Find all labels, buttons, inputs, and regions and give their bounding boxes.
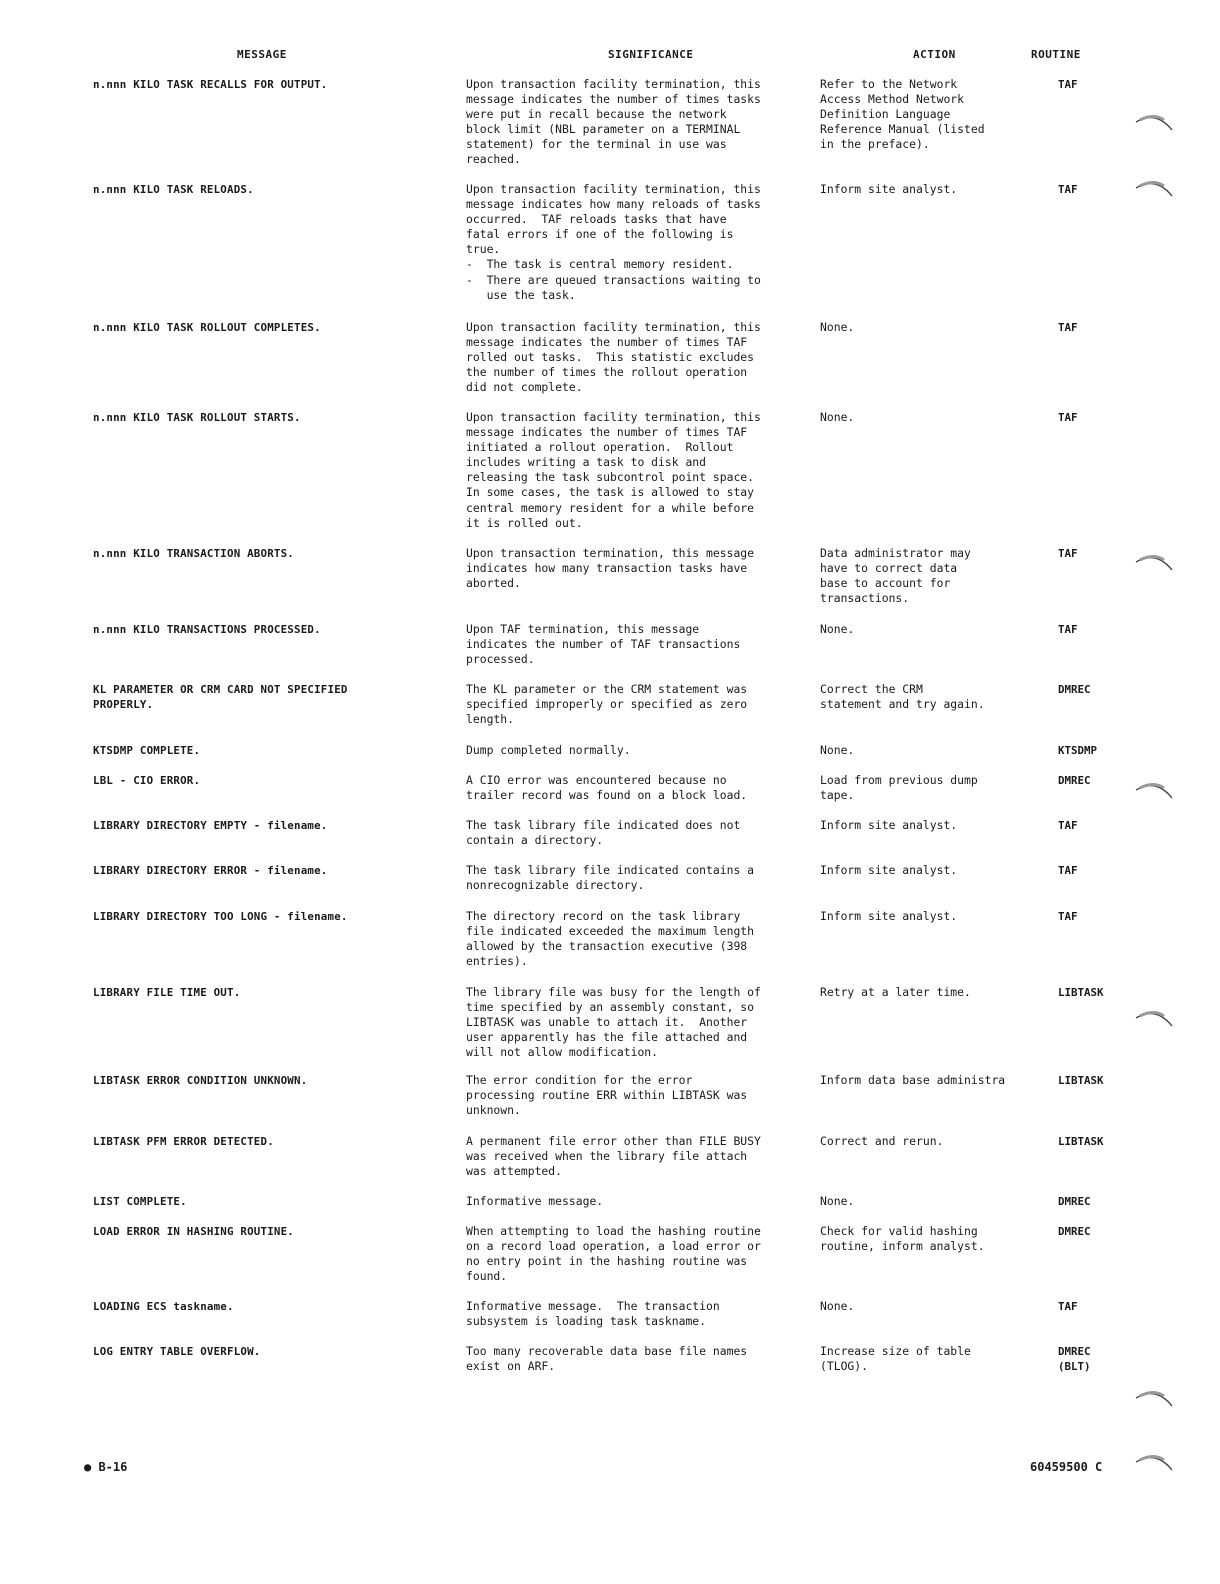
action-cell: Correct and rerun. [820,1134,944,1148]
message-cell: n.nnn KILO TRANSACTION ABORTS. [93,547,295,560]
message-cell: LIBRARY DIRECTORY ERROR - filename. [93,864,328,877]
message-cell: n.nnn KILO TRANSACTIONS PROCESSED. [93,623,321,636]
action-cell: None. [820,622,855,636]
action-cell: None. [820,743,855,757]
significance-cell: Dump completed normally. [466,743,631,757]
routine-cell: DMREC [1058,683,1091,696]
action-cell: Correct the CRM statement and try again. [820,682,985,712]
message-cell: KTSDMP COMPLETE. [93,744,201,757]
binder-hole-mark [1130,166,1180,216]
binder-hole-mark [1130,1376,1180,1426]
significance-cell: Upon transaction facility termination, this message indicates how many reloads of tasks occurred. TAF reloads tasks that have fatal errors if one of the following is true. - The task is central memory resident. - There are queued transactions waiting to use the task. [466,182,761,302]
routine-cell: DMREC [1058,774,1091,787]
message-cell: KL PARAMETER OR CRM CARD NOT SPECIFIED PROPERLY. [93,683,348,712]
routine-cell: TAF [1058,864,1078,877]
action-cell: Load from previous dump tape. [820,773,978,803]
action-cell: Retry at a later time. [820,985,971,999]
routine-cell: TAF [1058,78,1078,91]
header-action: ACTION [913,48,956,61]
significance-cell: Too many recoverable data base file names exist on ARF. [466,1344,748,1374]
action-cell: None. [820,320,855,334]
significance-cell: The KL parameter or the CRM statement was specified improperly or specified as zero length. [466,682,748,727]
message-cell: LIBRARY FILE TIME OUT. [93,986,241,999]
action-cell: Inform site analyst. [820,818,958,832]
routine-cell: DMREC [1058,1195,1091,1208]
routine-cell: TAF [1058,411,1078,424]
routine-cell: TAF [1058,910,1078,923]
significance-cell: Upon transaction termination, this message indicates how many transaction tasks have aborted. [466,546,755,591]
significance-cell: Informative message. [466,1194,604,1208]
routine-cell: TAF [1058,819,1078,832]
routine-cell: TAF [1058,547,1078,560]
action-cell: None. [820,1299,855,1313]
routine-cell: KTSDMP [1058,744,1098,757]
message-cell: LIST COMPLETE. [93,1195,187,1208]
binder-hole-mark [1130,540,1180,590]
page-number: ● B-16 [84,1460,128,1474]
significance-cell: The task library file indicated contains a nonrecognizable directory. [466,863,755,893]
header-message: MESSAGE [237,48,287,61]
header-significance: SIGNIFICANCE [608,48,694,61]
action-cell: Inform site analyst. [820,182,958,196]
message-cell: LIBTASK PFM ERROR DETECTED. [93,1135,274,1148]
routine-cell: TAF [1058,623,1078,636]
significance-cell: Upon transaction facility termination, this message indicates the number of times TAF rolled out tasks. This statistic excludes the number of times the rollout operation did not complete. [466,320,761,395]
header-routine: ROUTINE [1031,48,1081,61]
routine-cell: LIBTASK [1058,986,1104,999]
significance-cell: Upon transaction facility termination, this message indicates the number of times tasks were put in recall because the network block limit (NBL parameter on a TERMINAL statement) for the terminal in use was reached. [466,77,761,167]
routine-cell: TAF [1058,321,1078,334]
message-cell: LIBTASK ERROR CONDITION UNKNOWN. [93,1074,308,1087]
action-cell: None. [820,1194,855,1208]
significance-cell: The task library file indicated does not contain a directory. [466,818,741,848]
action-cell: Data administrator may have to correct data base to account for transactions. [820,546,971,606]
routine-cell: LIBTASK [1058,1135,1104,1148]
message-cell: n.nnn KILO TASK ROLLOUT COMPLETES. [93,321,321,334]
binder-hole-mark [1130,768,1180,818]
action-cell: Inform data base administra [820,1073,1006,1087]
binder-hole-mark [1130,1440,1180,1490]
routine-cell: DMREC (BLT) [1058,1345,1091,1374]
document-number: 60459500 C [1030,1460,1103,1474]
action-cell: Inform site analyst. [820,909,958,923]
message-cell: LOADING ECS taskname. [93,1300,234,1313]
message-cell: LIBRARY DIRECTORY TOO LONG - filename. [93,910,348,923]
message-cell: n.nnn KILO TASK RELOADS. [93,183,254,196]
action-cell: None. [820,410,855,424]
routine-cell: TAF [1058,1300,1078,1313]
significance-cell: Informative message. The transaction subsystem is loading task taskname. [466,1299,720,1329]
significance-cell: The directory record on the task library file indicated exceeded the maximum length allowed by the transaction executive (398 entries). [466,909,755,969]
significance-cell: A permanent file error other than FILE BUSY was received when the library file attach was attempted. [466,1134,761,1179]
significance-cell: Upon transaction facility termination, this message indicates the number of times TAF initiated a rollout operation. Rollout includes writing a task to disk and releasing the task subcontrol point space. In some cases, the task is allowed to stay central memory resident for a while before it is rolled out. [466,410,761,530]
action-cell: Refer to the Network Access Method Network Definition Language Reference Manual (listed in the preface). [820,77,985,152]
message-cell: LBL - CIO ERROR. [93,774,201,787]
message-cell: n.nnn KILO TASK ROLLOUT STARTS. [93,411,301,424]
significance-cell: The error condition for the error processing routine ERR within LIBTASK was unknown. [466,1073,748,1118]
message-cell: LOAD ERROR IN HASHING ROUTINE. [93,1225,295,1238]
significance-cell: Upon TAF termination, this message indicates the number of TAF transactions processed. [466,622,741,667]
action-cell: Check for valid hashing routine, inform analyst. [820,1224,985,1254]
significance-cell: A CIO error was encountered because no trailer record was found on a block load. [466,773,748,803]
significance-cell: The library file was busy for the length of time specified by an assembly constant, so LIBTASK was unable to attach it. Another user apparently has the file attached and will not allow modification. [466,985,761,1060]
significance-cell: When attempting to load the hashing routine on a record load operation, a load error or no entry point in the hashing routine was found. [466,1224,761,1284]
routine-cell: TAF [1058,183,1078,196]
action-cell: Inform site analyst. [820,863,958,877]
binder-hole-mark [1130,996,1180,1046]
action-cell: Increase size of table (TLOG). [820,1344,971,1374]
message-cell: LIBRARY DIRECTORY EMPTY - filename. [93,819,328,832]
routine-cell: LIBTASK [1058,1074,1104,1087]
binder-hole-mark [1130,100,1180,150]
message-cell: n.nnn KILO TASK RECALLS FOR OUTPUT. [93,78,328,91]
routine-cell: DMREC [1058,1225,1091,1238]
message-cell: LOG ENTRY TABLE OVERFLOW. [93,1345,261,1358]
